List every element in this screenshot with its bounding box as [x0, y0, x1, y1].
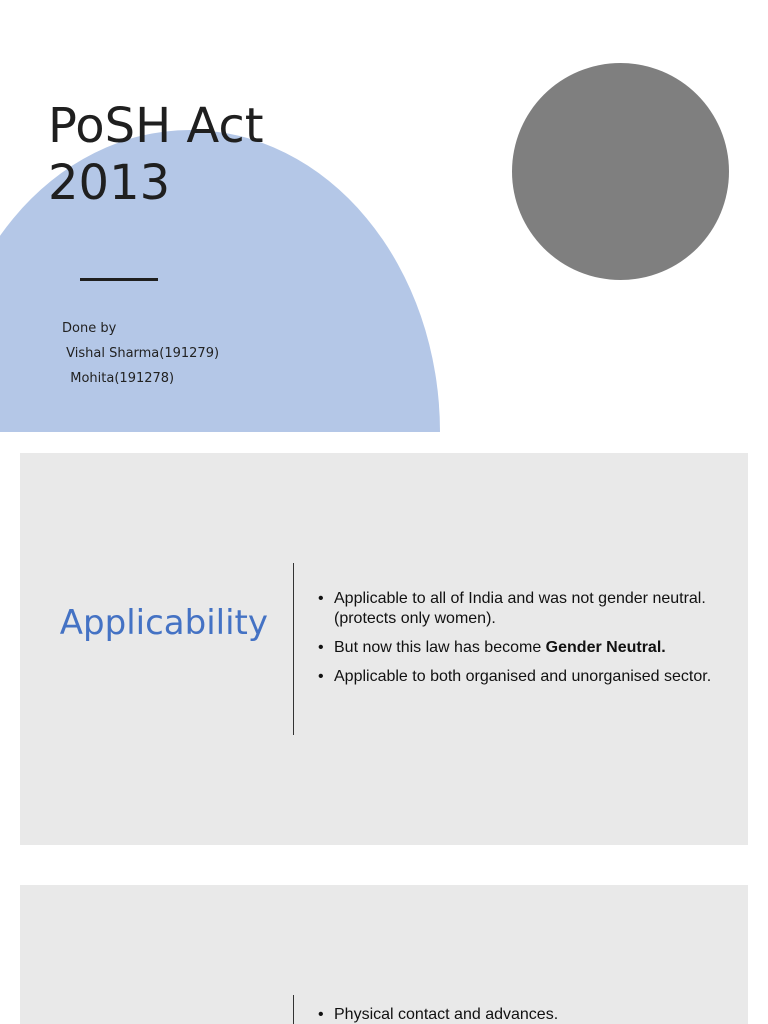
decorative-gray-circle	[512, 63, 729, 280]
credits-author-2: Mohita(191278)	[62, 371, 175, 386]
title-slide	[0, 0, 768, 432]
vertical-divider	[293, 563, 294, 735]
harassment-slide	[20, 885, 748, 1024]
bullet-item	[318, 589, 718, 629]
bullet-item	[318, 638, 718, 658]
bullet-bold-text: Gender Neutral.	[545, 639, 666, 656]
applicability-slide	[20, 453, 748, 845]
bullet-text: Physical contact and advances.	[334, 1006, 559, 1023]
bullet-text: Applicable to both organised and unorganised sector.	[334, 668, 712, 685]
bullet-list	[318, 1005, 718, 1024]
credits-block	[62, 316, 219, 391]
credits-label: Done by	[62, 321, 117, 336]
slide-title: PoSH Act 2013	[48, 98, 264, 211]
title-divider	[80, 278, 158, 281]
bullet-item	[318, 1005, 718, 1024]
bullet-text: But now this law has become	[334, 639, 546, 656]
bullet-item	[318, 667, 718, 687]
section-title: Applicability	[59, 603, 268, 643]
credits-author-1: Vishal Sharma(191279)	[62, 346, 220, 361]
vertical-divider	[293, 995, 294, 1024]
bullet-text: Applicable to all of India and was not gender neutral.(protects only women).	[334, 590, 706, 627]
bullet-list	[318, 589, 718, 696]
